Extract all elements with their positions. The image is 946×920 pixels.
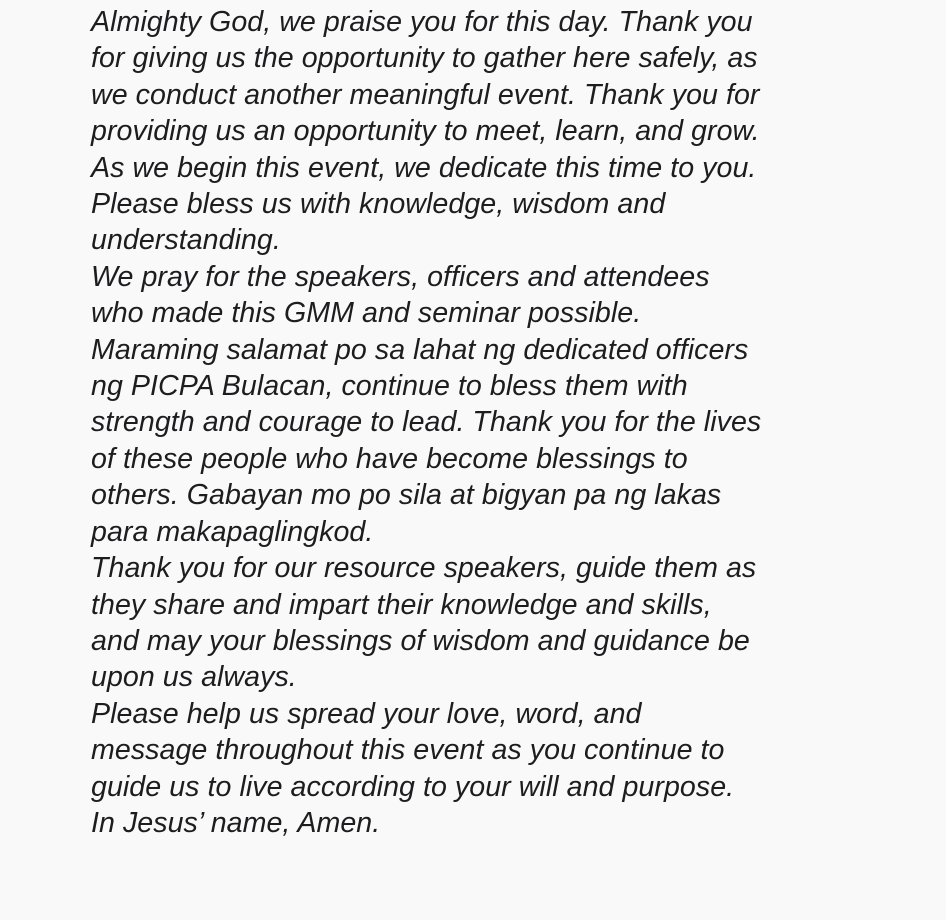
prayer-line: ng PICPA Bulacan, continue to bless them with xyxy=(91,370,688,403)
prayer-line: upon us always. xyxy=(91,661,297,694)
prayer-line: understanding. xyxy=(91,224,281,257)
prayer-text xyxy=(91,4,941,841)
prayer-line: who made this GMM and seminar possible. xyxy=(91,297,642,330)
prayer-line: we conduct another meaningful event. Thank you for xyxy=(91,78,760,111)
prayer-line: for giving us the opportunity to gather here safely, as xyxy=(91,42,758,75)
prayer-line: others. Gabayan mo po sila at bigyan pa ng lakas xyxy=(91,479,722,512)
prayer-line: Maraming salamat po sa lahat ng dedicated officers xyxy=(91,333,749,366)
prayer-line: Almighty God, we praise you for this day. Thank you xyxy=(91,6,753,38)
prayer-line: In Jesus’ name, Amen. xyxy=(91,806,381,839)
prayer-line: Please bless us with knowledge, wisdom and xyxy=(91,188,666,221)
prayer-line: of these people who have become blessings to xyxy=(91,442,688,475)
prayer-line: We pray for the speakers, officers and attendees xyxy=(91,260,710,293)
prayer-line: and may your blessings of wisdom and guidance be xyxy=(91,624,750,657)
prayer-line: Please help us spread your love, word, and xyxy=(91,697,642,730)
prayer-line: they share and impart their knowledge and skills, xyxy=(91,588,712,621)
prayer-line: guide us to live according to your will and purpose. xyxy=(91,770,735,803)
prayer-line: Thank you for our resource speakers, guide them as xyxy=(91,552,757,585)
prayer-line: providing us an opportunity to meet, learn, and grow. xyxy=(91,115,760,148)
prayer-line: message throughout this event as you continue to xyxy=(91,734,725,767)
prayer-line: As we begin this event, we dedicate this time to you. xyxy=(91,151,757,184)
prayer-line: strength and courage to lead. Thank you for the lives xyxy=(91,406,762,439)
prayer-line: para makapaglingkod. xyxy=(91,515,374,548)
